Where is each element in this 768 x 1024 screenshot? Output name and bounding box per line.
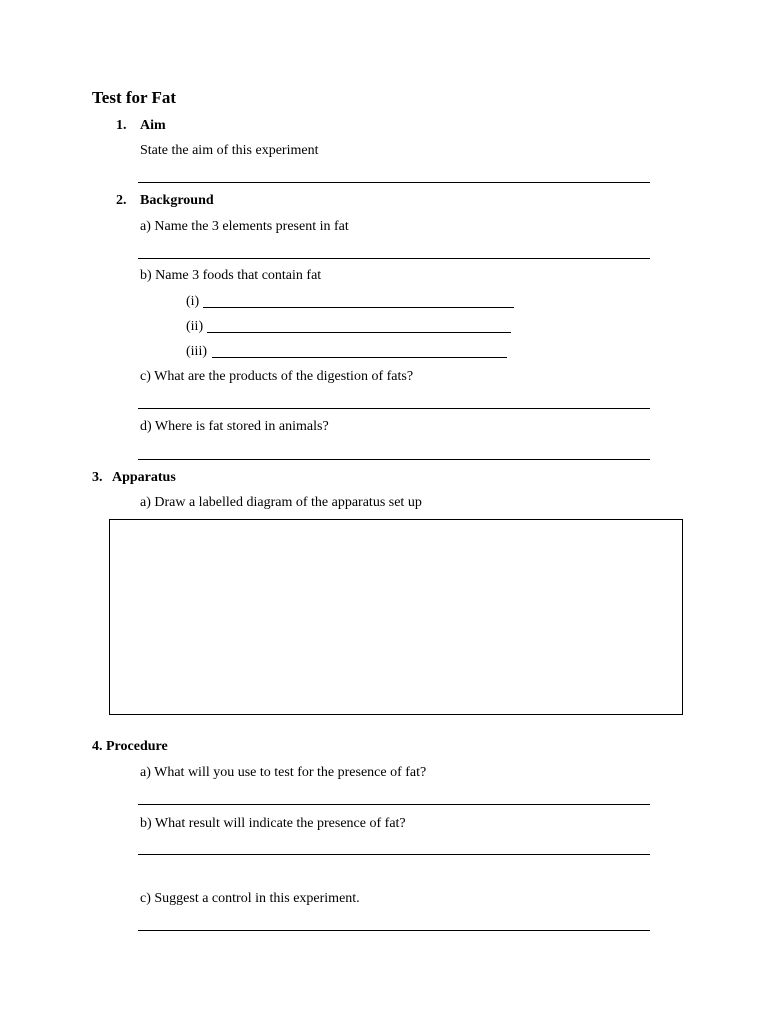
procedure-question-c: c) Suggest a control in this experiment. [140,891,360,906]
procedure-heading: 4. Procedure [92,739,168,754]
background-question-c: c) What are the products of the digestion of fats? [140,369,414,384]
procedure-question-a: a) What will you use to test for the presence of fat? [140,765,427,780]
background-heading: Background [140,193,214,208]
aim-prompt: State the aim of this experiment [140,143,319,158]
background-number: 2. [116,193,127,208]
page-title: Test for Fat [92,88,177,107]
food-item-label-iii: (iii) [186,344,207,359]
procedure-answer-line-c[interactable] [138,930,650,931]
procedure-answer-line-a[interactable] [138,804,650,805]
procedure-question-b: b) What result will indicate the presence of fat? [140,816,406,831]
aim-answer-line[interactable] [138,182,650,183]
apparatus-number: 3. [92,470,103,485]
diagram-drawing-box[interactable] [109,519,683,715]
food-item-line-iii[interactable] [212,357,507,358]
procedure-answer-line-b[interactable] [138,854,650,855]
apparatus-heading: Apparatus [112,470,176,485]
background-question-d: d) Where is fat stored in animals? [140,419,329,434]
background-answer-line-c[interactable] [138,408,650,409]
aim-heading: Aim [140,118,166,133]
background-question-b: b) Name 3 foods that contain fat [140,268,322,283]
food-item-line-i[interactable] [203,307,514,308]
background-answer-line-a[interactable] [138,258,650,259]
food-item-label-i: (i) [186,294,200,309]
background-question-a: a) Name the 3 elements present in fat [140,219,349,234]
aim-number: 1. [116,118,127,133]
food-item-label-ii: (ii) [186,319,204,334]
food-item-line-ii[interactable] [207,332,511,333]
apparatus-question-a: a) Draw a labelled diagram of the apparatus set up [140,495,422,510]
background-answer-line-d[interactable] [138,459,650,460]
